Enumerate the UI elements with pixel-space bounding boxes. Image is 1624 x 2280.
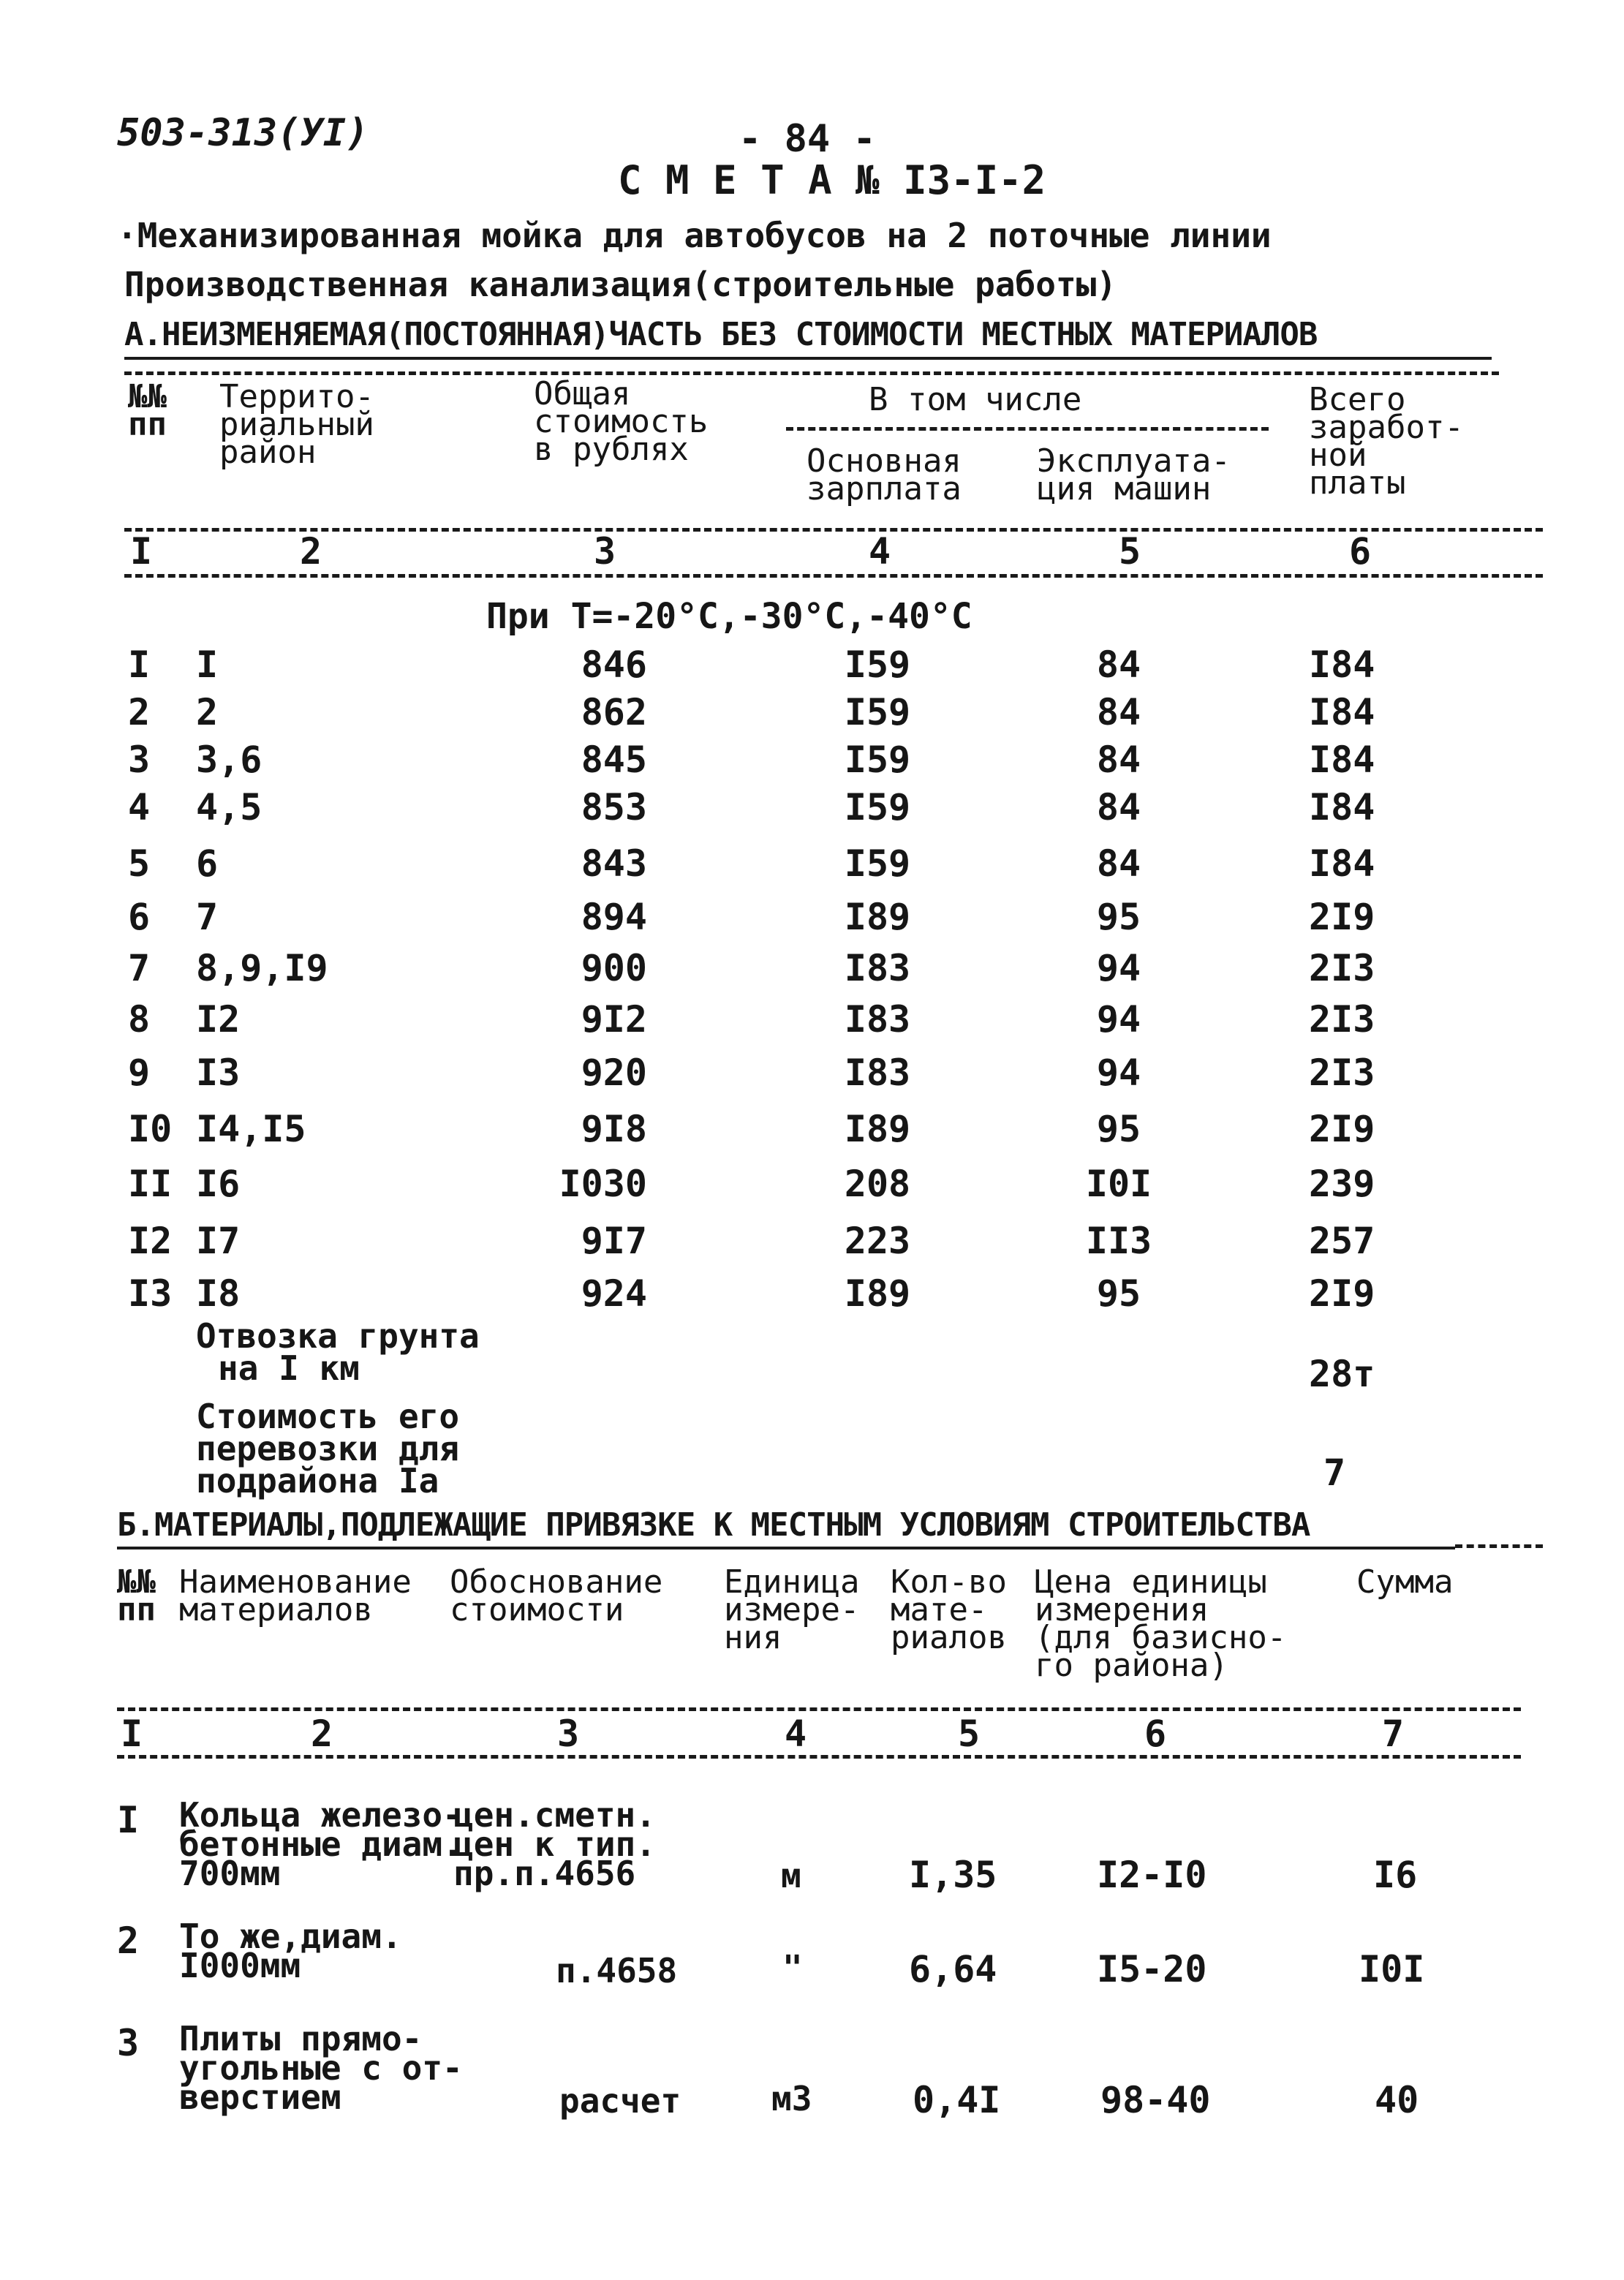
section-b-heading: Б.МАТЕРИАЛЫ,ПОДЛЕЖАЩИЕ ПРИВЯЗКЕ К МЕСТНЫМ УСЛОВИЯМ СТРОИТЕЛЬСТВА (117, 1506, 1310, 1544)
row-machines: 94 (1096, 1052, 1141, 1094)
row-machines: 94 (1096, 998, 1141, 1041)
b-row-qty: 6,64 (909, 1948, 997, 1990)
row-cost: 843 (581, 842, 647, 885)
b-row-basis: расчет (559, 2081, 681, 2121)
row-wages: I59 (844, 842, 911, 885)
row-cost: 900 (581, 947, 647, 989)
row-region: I4,I5 (196, 1108, 306, 1150)
row-machines: 84 (1096, 691, 1141, 733)
row-region: 3,6 (196, 739, 263, 781)
b-row-unit: м (781, 1856, 801, 1895)
page-number: - 84 - (739, 117, 876, 161)
section-a-header-top-rule (124, 371, 1499, 375)
row-total: I84 (1309, 786, 1375, 828)
row-total: 2I9 (1309, 896, 1375, 938)
b-row-qty: 0,4I (913, 2079, 1001, 2121)
col-header-total-wages: Всего заработ- ной платы (1309, 381, 1464, 502)
row-cost: 9I2 (581, 998, 647, 1041)
row-num: I2 (128, 1220, 173, 1262)
row-wages: I83 (844, 947, 911, 989)
row-cost: 853 (581, 786, 647, 828)
b-row-num: 2 (117, 1919, 140, 1962)
row-total: I84 (1309, 691, 1375, 733)
row-region: I7 (196, 1220, 241, 1262)
col-header-wages: Основная зарплата (807, 442, 962, 507)
row-wages: I59 (844, 786, 911, 828)
row-wages: I59 (844, 643, 911, 686)
col-header-machines: Эксплуата- ция машин (1037, 442, 1231, 507)
b-row-num: 3 (117, 2022, 140, 2064)
row-region: I2 (196, 998, 241, 1041)
row-machines: 84 (1096, 786, 1141, 828)
row-wages: 223 (844, 1220, 911, 1262)
row-cost: 924 (581, 1272, 647, 1315)
b-row-num: I (117, 1799, 140, 1841)
row-machines: 84 (1096, 739, 1141, 781)
row-wages: 208 (844, 1163, 911, 1205)
b-col-number-2: 2 (311, 1713, 333, 1755)
col-number-6: 6 (1349, 530, 1372, 573)
row-region: 4,5 (196, 786, 263, 828)
row-num: I (128, 643, 151, 686)
row-cost: 862 (581, 691, 647, 733)
row-cost: 9I8 (581, 1108, 647, 1150)
b-col-number-6: 6 (1144, 1713, 1167, 1755)
col-header-region: Террито- риальный район (219, 378, 374, 471)
row-machines: I0I (1085, 1163, 1152, 1205)
b-row-name: Кольца железо- бетонные диам. 700мм (179, 1795, 463, 1893)
row-total: 2I9 (1309, 1108, 1375, 1150)
row-machines: 84 (1096, 842, 1141, 885)
row-region: 8,9,I9 (196, 947, 328, 989)
col-number-3: 3 (594, 530, 616, 573)
col-header-num: №№ пп (128, 378, 167, 443)
row-cost: 894 (581, 896, 647, 938)
row-num: 9 (128, 1052, 151, 1094)
b-col-header-num: №№ пп (117, 1563, 156, 1628)
b-row-price: I5-20 (1097, 1948, 1207, 1990)
document-subtitle-2: Производственная канализация(строительные работы) (124, 265, 1117, 304)
row-num: 2 (128, 691, 151, 733)
row-total: 239 (1309, 1163, 1375, 1205)
row-region: 2 (196, 691, 219, 733)
col-header-incl: В том числе (869, 381, 1082, 418)
row-wages: I89 (844, 1108, 911, 1150)
row-wages: I89 (844, 896, 911, 938)
soil-removal-label: Отвозка грунта на I км (196, 1316, 480, 1388)
row-num: I3 (128, 1272, 173, 1315)
row-num: 4 (128, 786, 151, 828)
section-a-heading-underline (124, 357, 1492, 360)
b-col-header-basis: Обоснование стоимости (450, 1563, 663, 1628)
row-wages: I83 (844, 1052, 911, 1094)
row-machines: 95 (1096, 1272, 1141, 1315)
b-row-name: Плиты прямо- угольные с от- верстием (179, 2019, 463, 2117)
section-b-heading-dash-extension (1455, 1544, 1543, 1548)
row-num: I0 (128, 1108, 173, 1150)
row-wages: I83 (844, 998, 911, 1041)
b-row-sum: 40 (1375, 2079, 1419, 2121)
b-row-unit: м3 (771, 2079, 812, 2118)
row-machines: 95 (1096, 1108, 1141, 1150)
section-a-colnum-bottom-rule (124, 574, 1543, 578)
row-region: I3 (196, 1052, 241, 1094)
b-col-number-4: 4 (785, 1713, 807, 1755)
b-row-basis: цен.сметн. цен к тип. пр.п.4656 (453, 1795, 656, 1893)
b-col-number-3: 3 (557, 1713, 580, 1755)
row-total: 2I3 (1309, 947, 1375, 989)
row-region: I8 (196, 1272, 241, 1315)
b-row-basis: п.4658 (556, 1951, 678, 1990)
section-b-colnum-bottom-rule (117, 1755, 1521, 1759)
row-total: 2I9 (1309, 1272, 1375, 1315)
transport-cost-label: Стоимость его перевозки для подрайона Iа (196, 1397, 460, 1501)
row-cost: 9I7 (581, 1220, 647, 1262)
row-num: 8 (128, 998, 151, 1041)
col-header-total-cost: Общая стоимость в рублях (534, 375, 709, 468)
row-total: 2I3 (1309, 1052, 1375, 1094)
row-region: 6 (196, 842, 219, 885)
row-cost: 846 (581, 643, 647, 686)
b-row-unit: " (782, 1948, 803, 1988)
row-cost: I030 (559, 1163, 647, 1205)
row-wages: I59 (844, 739, 911, 781)
document-title: С М Е Т А № I3-I-2 (618, 157, 1046, 203)
row-total: I84 (1309, 739, 1375, 781)
row-machines: 95 (1096, 896, 1141, 938)
section-b-heading-underline (117, 1547, 1455, 1549)
b-row-qty: I,35 (909, 1854, 997, 1896)
row-total: 257 (1309, 1220, 1375, 1262)
row-region: I (196, 643, 219, 686)
row-machines: 94 (1096, 947, 1141, 989)
b-col-header-name: Наименование материалов (179, 1563, 412, 1628)
row-num: 6 (128, 896, 151, 938)
section-a-heading: А.НЕИЗМЕНЯЕМАЯ(ПОСТОЯННАЯ)ЧАСТЬ БЕЗ СТОИМОСТИ МЕСТНЫХ МАТЕРИАЛОВ (124, 316, 1318, 353)
row-cost: 920 (581, 1052, 647, 1094)
b-row-price: I2-I0 (1097, 1854, 1207, 1896)
row-machines: 84 (1096, 643, 1141, 686)
b-col-number-5: 5 (958, 1713, 981, 1755)
row-total: 2I3 (1309, 998, 1375, 1041)
b-row-sum: I0I (1359, 1948, 1425, 1990)
temperature-condition: При Т=-20°С,-30°С,-40°С (486, 596, 972, 637)
row-num: 5 (128, 842, 151, 885)
section-a-header-bottom-rule (124, 528, 1543, 532)
row-wages: I89 (844, 1272, 911, 1315)
row-total: I84 (1309, 842, 1375, 885)
row-region: I6 (196, 1163, 241, 1205)
col-header-incl-rule (786, 427, 1269, 431)
transport-cost-value: 7 (1323, 1452, 1346, 1494)
row-region: 7 (196, 896, 219, 938)
col-number-2: 2 (300, 530, 322, 573)
b-row-name: То же,диам. I000мм (179, 1917, 402, 1985)
b-col-number-1: I (121, 1713, 143, 1755)
row-cost: 845 (581, 739, 647, 781)
document-subtitle-1: ·Механизированная мойка для автобусов на 2 поточные линии (117, 216, 1272, 255)
document-code: 503-313(УI) (117, 111, 369, 155)
b-col-header-qty: Кол-во мате- риалов (891, 1563, 1007, 1656)
row-num: 3 (128, 739, 151, 781)
col-number-5: 5 (1119, 530, 1141, 573)
row-total: I84 (1309, 643, 1375, 686)
section-b-header-bottom-rule (117, 1707, 1521, 1711)
col-number-4: 4 (869, 530, 891, 573)
b-col-header-sum: Сумма (1356, 1563, 1454, 1601)
col-number-1: I (130, 530, 153, 573)
row-machines: II3 (1085, 1220, 1152, 1262)
b-col-number-7: 7 (1382, 1713, 1405, 1755)
row-wages: I59 (844, 691, 911, 733)
row-num: II (128, 1163, 173, 1205)
b-row-sum: I6 (1373, 1854, 1418, 1896)
b-row-price: 98-40 (1100, 2079, 1211, 2121)
b-col-header-unit: Единица измере- ния (724, 1563, 860, 1656)
b-col-header-price: Цена единицы измерения (для базисно- го района) (1035, 1563, 1287, 1684)
row-num: 7 (128, 947, 151, 989)
soil-removal-value: 28т (1309, 1353, 1375, 1395)
